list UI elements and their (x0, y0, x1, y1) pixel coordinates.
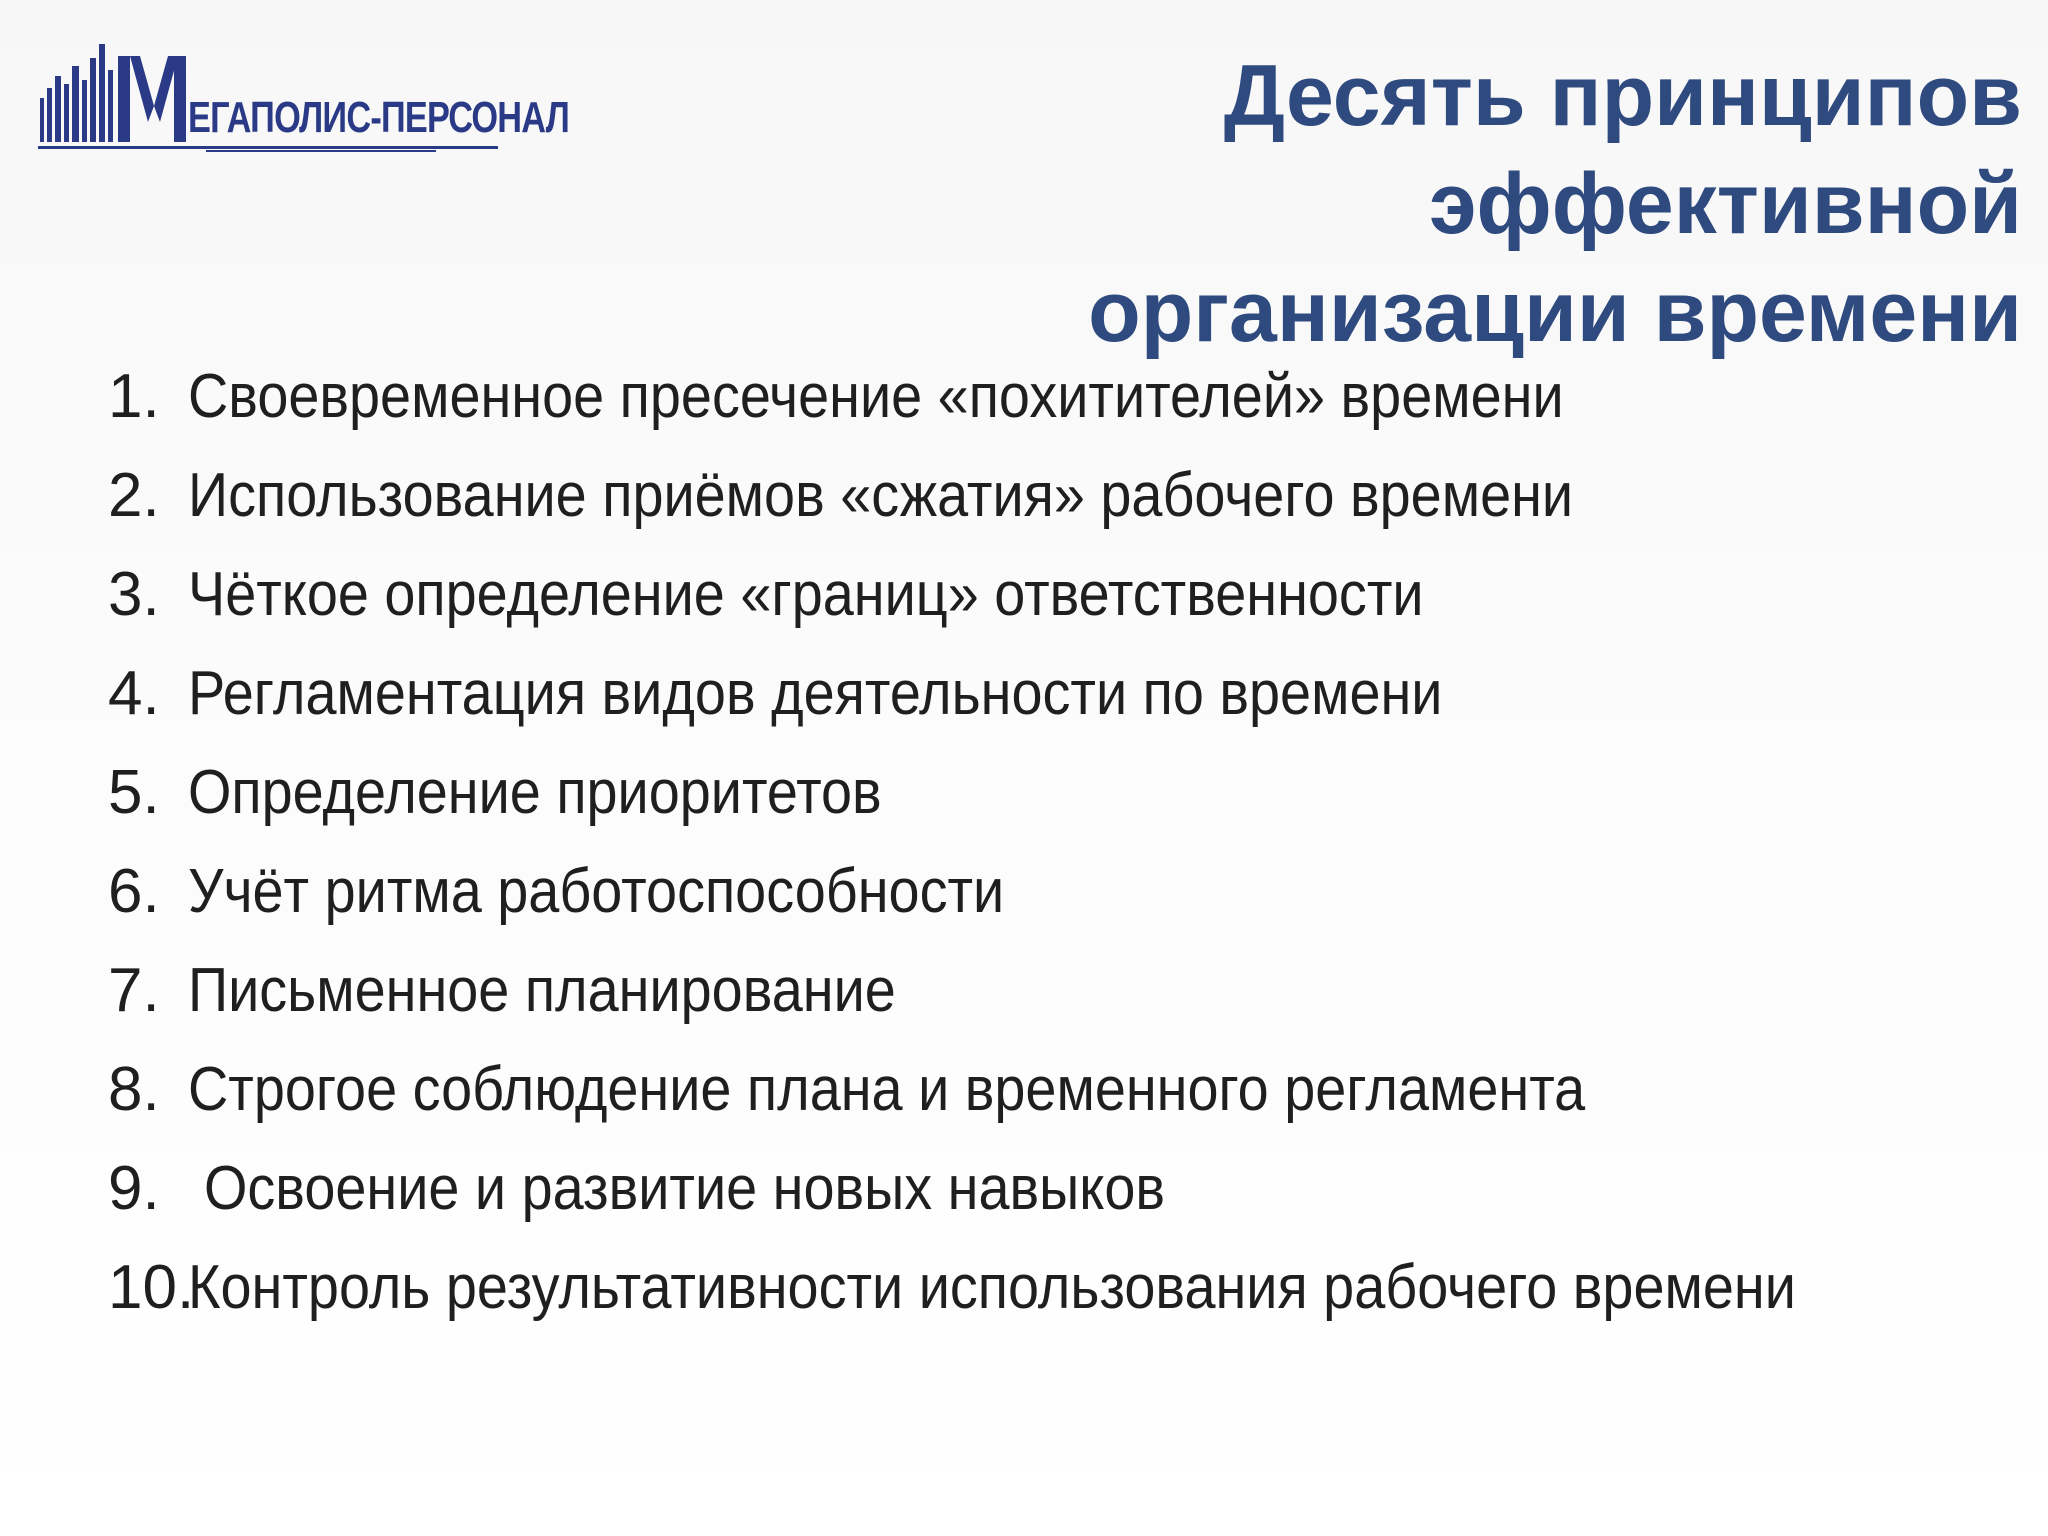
slide-title (722, 42, 2022, 366)
list-item-number: 7. (108, 956, 160, 1025)
list-item-number: 8. (108, 1055, 160, 1124)
list-item (108, 751, 2008, 850)
list-item (108, 850, 2008, 949)
list-item (108, 1048, 2008, 1147)
company-logo (36, 36, 570, 156)
logo-text: ЕГАПОЛИС-ПЕРСОНАЛ (188, 93, 570, 142)
list-item-text: Освоение и развитие новых навыков (204, 1154, 1166, 1223)
list-item-text: Своевременное пресечение «похитителей» времени (188, 362, 1564, 431)
slide-title-line-1: Десять принципов эффективной (1223, 48, 2022, 252)
list-item-number: 10. (108, 1253, 195, 1322)
list-item-text: Учёт ритма работоспособности (188, 857, 1005, 926)
list-item-text: Контроль результативности использования рабочего времени (188, 1253, 1796, 1322)
list-item (108, 949, 2008, 1048)
list-item-text: Чёткое определение «границ» ответственности (188, 560, 1424, 629)
list-item-number: 3. (108, 560, 160, 629)
list-item-number: 5. (108, 758, 160, 827)
list-item (108, 652, 2008, 751)
list-item-text: Использование приёмов «сжатия» рабочего времени (188, 461, 1574, 530)
list-item-text: Определение приоритетов (188, 758, 882, 827)
list-item (108, 1147, 2008, 1246)
list-item (108, 553, 2008, 652)
list-item-number: 4. (108, 659, 160, 728)
list-item-text: Регламентация видов деятельности по времени (188, 659, 1443, 728)
list-item-number: 1. (108, 362, 160, 431)
list-item (108, 454, 2008, 553)
slide-title-line-2: организации времени (1088, 264, 2022, 360)
list-item-number: 2. (108, 461, 160, 530)
list-item-text: Строгое соблюдение плана и временного регламента (188, 1055, 1586, 1124)
principles-list (108, 355, 2008, 1345)
list-item (108, 1246, 2008, 1345)
list-item (108, 355, 2008, 454)
list-item-number: 6. (108, 857, 160, 926)
list-item-number: 9. (108, 1154, 160, 1223)
list-item-text: Письменное планирование (188, 956, 896, 1025)
